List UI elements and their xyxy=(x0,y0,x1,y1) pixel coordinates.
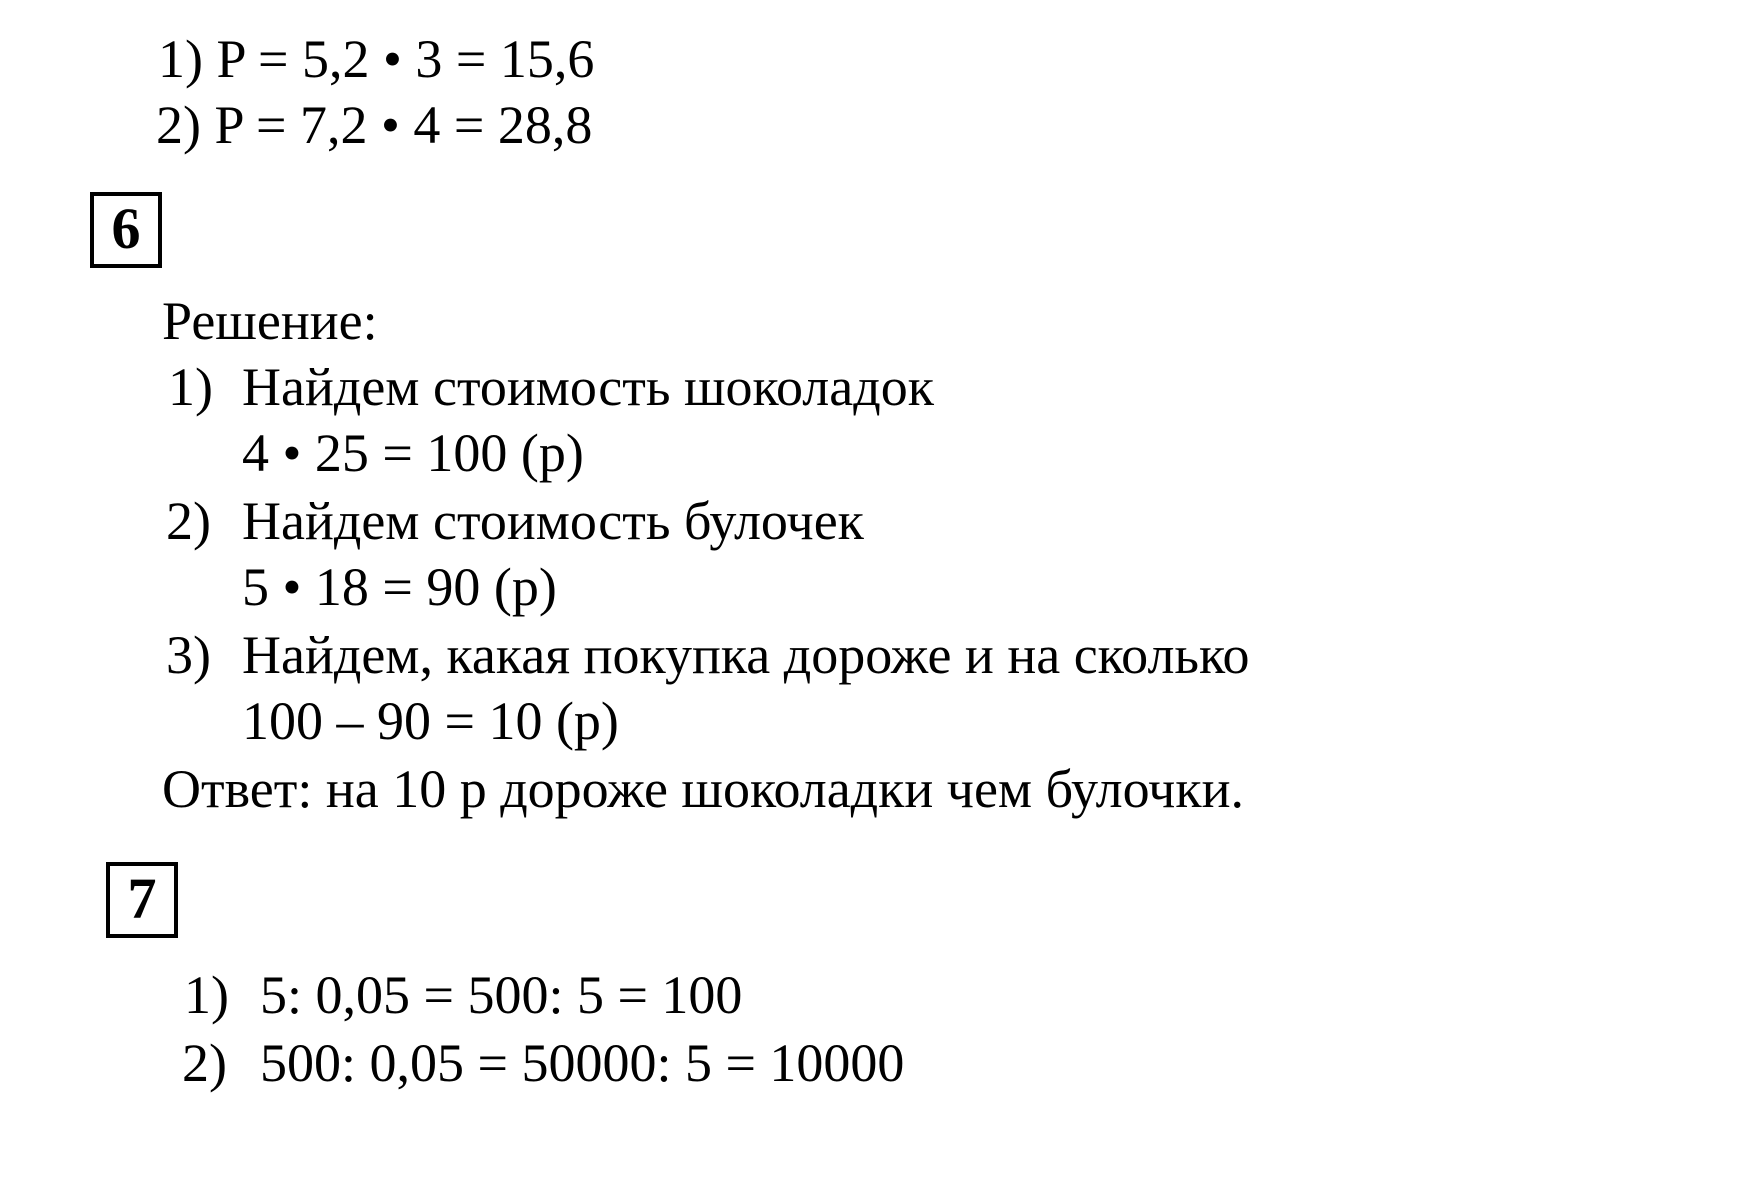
task-6-step-1-text: Найдем стоимость шоколадок xyxy=(242,357,934,417)
task-6-step-3-text: Найдем, какая покупка дороже и на сколько xyxy=(242,625,1250,685)
task-6-step-3-number: 3) xyxy=(166,625,211,685)
task-6-step-1-calc: 4 • 25 = 100 (р) xyxy=(242,423,584,483)
task-6-step-3-calc: 100 – 90 = 10 (р) xyxy=(242,691,619,751)
task-6-step-2-calc: 5 • 18 = 90 (р) xyxy=(242,557,557,617)
task-7-step-1-text: 5: 0,05 = 500: 5 = 100 xyxy=(260,965,743,1025)
task-6-answer: Ответ: на 10 р дороже шоколадки чем булочки. xyxy=(162,759,1244,819)
task-6-step-1-number: 1) xyxy=(168,357,213,417)
top-line-2: 2) P = 7,2 • 4 = 28,8 xyxy=(156,95,593,155)
task-6-heading: Решение: xyxy=(162,291,378,351)
task-6-number-box: 6 xyxy=(90,192,162,268)
task-7-step-2-text: 500: 0,05 = 50000: 5 = 10000 xyxy=(260,1033,905,1093)
task-6-step-2-number: 2) xyxy=(166,491,211,551)
task-6-step-2-text: Найдем стоимость булочек xyxy=(242,491,864,551)
task-7-step-1-number: 1) xyxy=(184,965,229,1025)
top-line-1: 1) P = 5,2 • 3 = 15,6 xyxy=(158,29,595,89)
task-7-number-box: 7 xyxy=(106,862,178,938)
task-7-step-2-number: 2) xyxy=(182,1033,227,1093)
